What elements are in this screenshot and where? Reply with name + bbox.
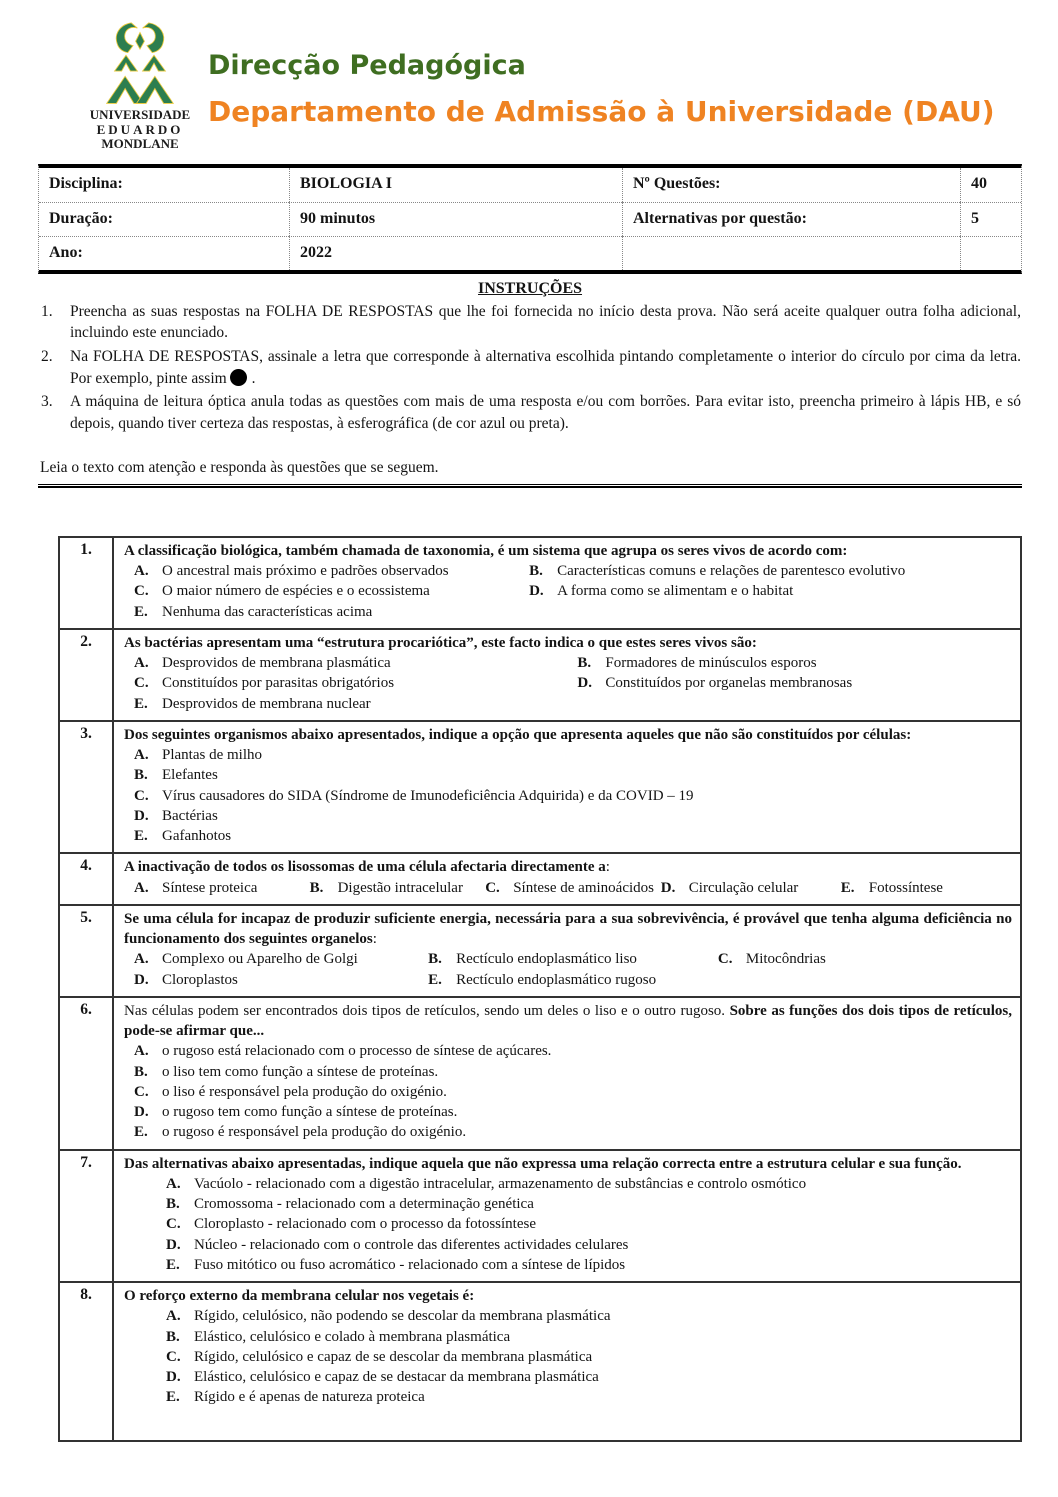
options-list [134, 949, 1012, 990]
statement-text: Das alternativas abaixo apresentadas, indique aquela que não expressa uma relação correcta entre a estrutura celular e sua função. [124, 1155, 962, 1172]
option-item [718, 949, 1012, 969]
option-text: Rectículo endoplasmático liso [456, 951, 637, 968]
question-content [114, 906, 1020, 996]
meta-label [622, 236, 960, 270]
question-row [60, 906, 1020, 998]
option-letter: C. [485, 879, 500, 896]
instructions-list [38, 301, 1022, 435]
option-text: Bactérias [162, 807, 218, 824]
question-row [60, 998, 1020, 1151]
option-letter: A. [134, 747, 149, 764]
option-letter: D. [134, 971, 149, 988]
options-list [134, 653, 1012, 714]
question-row [60, 1151, 1020, 1284]
question-statement [124, 1286, 1012, 1306]
statement-text: Se uma célula for incapaz de produzir suficiente energia, necessária para a sua sobrevivência, é provável que tenha alguma deficiência no funcionamento dos seguintes organelos [124, 910, 1012, 948]
option-text: Constituídos por organelas membranosas [605, 675, 853, 692]
option-letter: B. [166, 1328, 180, 1345]
option-text: Digestão intracelular [337, 879, 463, 896]
option-text: Cloroplastos [162, 971, 238, 988]
option-letter: E. [428, 971, 442, 988]
option-text: Desprovidos de membrana nuclear [162, 695, 371, 712]
question-statement [124, 633, 1012, 653]
option-text: Plantas de milho [162, 747, 262, 764]
option-item [134, 826, 1012, 846]
header [38, 16, 1022, 162]
option-item [310, 878, 486, 898]
options-list [134, 878, 1012, 898]
option-text: o rugoso tem como função a síntese de proteínas. [162, 1104, 458, 1121]
instruction-item [38, 301, 1022, 344]
question-statement [124, 541, 1012, 561]
option-text: Rígido, celulósico, não podendo se descolar da membrana plasmática [194, 1308, 611, 1325]
meta-label: Disciplina: [49, 174, 123, 192]
question-row [60, 854, 1020, 906]
option-text: Cloroplasto - relacionado com o processo da fotossíntese [194, 1216, 536, 1233]
option-letter: E. [134, 828, 148, 845]
option-text: O ancestral mais próximo e padrões observados [162, 563, 449, 580]
option-item [134, 878, 310, 898]
org-name [82, 108, 198, 152]
option-letter: B. [529, 563, 543, 580]
option-item [428, 970, 718, 990]
option-text: Fuso mitótico ou fuso acromático - relacionado com a síntese de lípidos [194, 1256, 626, 1273]
statement-text: O reforço externo da membrana celular nos vegetais é: [124, 1288, 475, 1305]
org-line: MONDLANE [101, 136, 179, 152]
option-item [485, 878, 661, 898]
meta-label: Alternativas por questão: [622, 202, 960, 236]
option-item [577, 673, 1012, 693]
meta-label: Nº Questões: [622, 168, 960, 202]
option-text: o rugoso é responsável pela produção do oxigénio. [162, 1124, 467, 1141]
option-letter: A. [134, 1043, 149, 1060]
meta-table [38, 164, 1022, 274]
meta-value: 5 [960, 202, 1021, 236]
option-letter: E. [840, 879, 855, 896]
section-divider [38, 484, 1022, 488]
option-text: Gafanhotos [162, 828, 232, 845]
uem-emblem-icon [94, 22, 186, 106]
option-letter: E. [134, 603, 148, 620]
option-text: Complexo ou Aparelho de Golgi [162, 951, 358, 968]
meta-value: BIOLOGIA I [289, 168, 622, 202]
option-item [166, 1255, 1012, 1275]
option-item [166, 1174, 1012, 1194]
option-text: A forma como se alimentam e o habitat [557, 583, 794, 600]
option-letter: A. [134, 655, 149, 672]
question-content [114, 1151, 1020, 1282]
direccao-pedagogica-title: Direcção Pedagógica [208, 50, 526, 81]
option-letter: D. [166, 1369, 181, 1386]
option-item [134, 745, 1012, 765]
option-letter: C. [166, 1348, 181, 1365]
option-text: Síntese proteica [162, 879, 258, 896]
option-item [661, 878, 841, 898]
option-text: o liso tem como função a síntese de proteínas. [162, 1063, 439, 1080]
option-item [134, 949, 428, 969]
statement-text: Sobre as funções dos dois tipos de retículos, pode-se afirmar que... [124, 1002, 1012, 1040]
instruction-number: 2. [41, 348, 53, 366]
meta-value: 90 minutos [289, 202, 622, 236]
options-list [134, 561, 1012, 622]
options-list [134, 745, 1012, 846]
statement-text: : [605, 859, 610, 876]
meta-value: 2022 [289, 236, 622, 270]
option-item [134, 561, 529, 581]
option-letter: B. [134, 1063, 148, 1080]
question-row [60, 722, 1020, 855]
instruction-item [38, 391, 1022, 434]
option-letter: D. [134, 807, 149, 824]
question-content [114, 998, 1020, 1149]
option-text: Rectículo endoplasmático rugoso [456, 971, 657, 988]
option-text: Constituídos por parasitas obrigatórios [162, 675, 395, 692]
question-content [114, 630, 1020, 720]
org-line: EDUARDO [96, 121, 184, 137]
option-text: Características comuns e relações de parentesco evolutivo [557, 563, 906, 580]
option-item [166, 1235, 1012, 1255]
option-letter: E. [134, 695, 148, 712]
option-text: Vacúolo - relacionado com a digestão intracelular, armazenamento de substâncias e controlo osmótico [194, 1175, 807, 1192]
option-letter: D. [529, 583, 544, 600]
instruction-text [70, 346, 1022, 389]
option-item [134, 1041, 1012, 1061]
option-text: Desprovidos de membrana plasmática [162, 655, 391, 672]
option-item [529, 581, 1012, 601]
header-titles [208, 22, 995, 128]
options-list [134, 1041, 1012, 1142]
option-item [577, 653, 1012, 673]
option-letter: C. [134, 675, 149, 692]
question-statement [124, 909, 1012, 950]
option-item [166, 1367, 1012, 1387]
question-row [60, 538, 1020, 630]
option-item [166, 1327, 1012, 1347]
option-text: Formadores de minúsculos esporos [605, 655, 817, 672]
question-statement [124, 1154, 1012, 1174]
question-number: 4. [60, 854, 114, 904]
statement-text: : [372, 931, 377, 948]
option-text: Nenhuma das características acima [162, 603, 373, 620]
option-text: Mitocôndrias [745, 951, 826, 968]
meta-value: 40 [960, 168, 1021, 202]
instruction-text-part: Na FOLHA DE RESPOSTAS, assinale a letra que corresponde à alternativa escolhida pintando completamente o interior do círculo por cima da letra. Por exemplo, pinte assim [70, 348, 1021, 387]
question-statement [124, 1001, 1012, 1042]
option-letter: B. [428, 951, 442, 968]
question-number: 6. [60, 998, 114, 1149]
option-letter: D. [134, 1104, 149, 1121]
option-item [134, 806, 1012, 826]
option-item [134, 653, 577, 673]
option-item [166, 1387, 1012, 1407]
option-item [166, 1306, 1012, 1326]
instruction-text: Preencha as suas respostas na FOLHA DE RESPOSTAS que lhe foi fornecida no início desta prova. Não será aceite qualquer outra folha adicional, incluindo este enunciado. [70, 302, 1021, 342]
option-letter: E. [134, 1124, 148, 1141]
instruction-number: 3. [41, 393, 53, 411]
questions-table [58, 536, 1022, 1442]
question-number: 5. [60, 906, 114, 996]
option-item [166, 1347, 1012, 1367]
option-letter: D. [660, 879, 676, 896]
question-number: 2. [60, 630, 114, 720]
question-content [114, 538, 1020, 628]
question-statement [124, 857, 1012, 877]
option-text: O maior número de espécies e o ecossistema [162, 583, 430, 600]
university-logo [82, 22, 198, 152]
option-item [134, 1122, 1012, 1142]
option-text: Elástico, celulósico e capaz de se destacar da membrana plasmática [194, 1369, 599, 1386]
option-item [134, 1102, 1012, 1122]
option-text: Núcleo - relacionado com o controle das diferentes actividades celulares [194, 1236, 629, 1253]
meta-value [960, 236, 1021, 270]
question-number: 7. [60, 1151, 114, 1282]
option-letter: B. [134, 767, 148, 784]
statement-text: A inactivação de todos os lisossomas de uma célula afectaria directamente a [124, 859, 606, 876]
question-content [114, 1283, 1020, 1440]
option-letter: A. [134, 563, 149, 580]
option-letter: C. [134, 787, 149, 804]
option-text: Elefantes [162, 767, 218, 784]
option-item [134, 970, 428, 990]
statement-text: A classificação biológica, também chamada de taxonomia, é um sistema que agrupa os seres vivos de acordo com: [124, 542, 848, 559]
option-item [166, 1194, 1012, 1214]
option-item [134, 1062, 1012, 1082]
instruction-number: 1. [41, 302, 53, 320]
options-list [166, 1306, 1012, 1407]
instruction-text-part: . [247, 369, 256, 387]
lead-text: Leia o texto com atenção e responda às questões que se seguem. [40, 458, 439, 476]
question-row [60, 630, 1020, 722]
option-letter: A. [134, 951, 149, 968]
option-letter: C. [134, 583, 149, 600]
option-letter: A. [166, 1175, 181, 1192]
option-letter: A. [166, 1308, 181, 1325]
dau-title: Departamento de Admissão à Universidade (DAU) [208, 95, 995, 128]
question-statement [124, 725, 1012, 745]
option-item [428, 949, 718, 969]
option-item [841, 878, 1012, 898]
option-letter: A. [134, 879, 149, 896]
filled-circle-example-icon [230, 369, 247, 386]
option-text: Vírus causadores do SIDA (Síndrome de Imunodeficiência Adquirida) e da COVID – 19 [162, 787, 694, 804]
option-item [134, 765, 1012, 785]
option-item [166, 1214, 1012, 1234]
option-text: Fotossíntese [868, 879, 943, 896]
option-text: Síntese de aminoácidos [513, 879, 654, 896]
option-letter: B. [166, 1196, 180, 1213]
statement-text: Nas células podem ser encontrados dois tipos de retículos, sendo um deles o liso e o outro rugoso. [124, 1002, 730, 1019]
option-text: Cromossoma - relacionado com a determinação genética [194, 1196, 534, 1213]
option-letter: C. [134, 1083, 149, 1100]
option-text: o liso é responsável pela produção do oxigénio. [162, 1083, 447, 1100]
option-text: Elástico, celulósico e colado à membrana plasmática [194, 1328, 511, 1345]
question-content [114, 854, 1020, 904]
option-item [134, 581, 529, 601]
option-text: Rígido e é apenas de natureza proteica [194, 1389, 425, 1406]
option-letter: B. [309, 879, 324, 896]
instruction-item [38, 346, 1022, 389]
option-letter: B. [577, 655, 592, 672]
instruction-text: A máquina de leitura óptica anula todas as questões com mais de uma resposta e/ou com borrões. Para evitar isto, preencha primeiro à lápis HB, e só depois, quando tiver certeza das respostas, à esferográfica (de cor azul ou preta). [70, 393, 1021, 433]
option-letter: E. [166, 1389, 180, 1406]
option-item [134, 673, 577, 693]
option-item [134, 694, 577, 714]
option-text: o rugoso está relacionado com o processo de síntese de açúcares. [162, 1043, 552, 1060]
option-letter: C. [717, 951, 733, 968]
option-item [134, 1082, 1012, 1102]
option-letter: C. [166, 1216, 181, 1233]
option-text: Circulação celular [688, 879, 799, 896]
statement-text: As bactérias apresentam uma “estrutura procariótica”, este facto indica o que estes seres vivos são: [124, 634, 757, 651]
option-letter: D. [577, 675, 592, 692]
option-item [134, 786, 1012, 806]
org-line: UNIVERSIDADE [89, 107, 191, 122]
question-content [114, 722, 1020, 853]
meta-label: Duração: [39, 202, 289, 236]
question-number: 3. [60, 722, 114, 853]
question-number: 1. [60, 538, 114, 628]
question-number: 8. [60, 1283, 114, 1440]
option-letter: E. [166, 1256, 180, 1273]
instructions-title: INSTRUÇÕES [477, 279, 583, 297]
option-item [134, 602, 529, 622]
question-row [60, 1283, 1020, 1440]
option-item [529, 561, 1012, 581]
option-text: Rígido, celulósico e capaz de se descolar da membrana plasmática [194, 1348, 593, 1365]
statement-text: Dos seguintes organismos abaixo apresentados, indique a opção que apresenta aqueles que não são constituídos por células: [124, 726, 912, 743]
option-letter: D. [166, 1236, 181, 1253]
meta-label: Ano: [39, 236, 289, 270]
options-list [166, 1174, 1012, 1275]
